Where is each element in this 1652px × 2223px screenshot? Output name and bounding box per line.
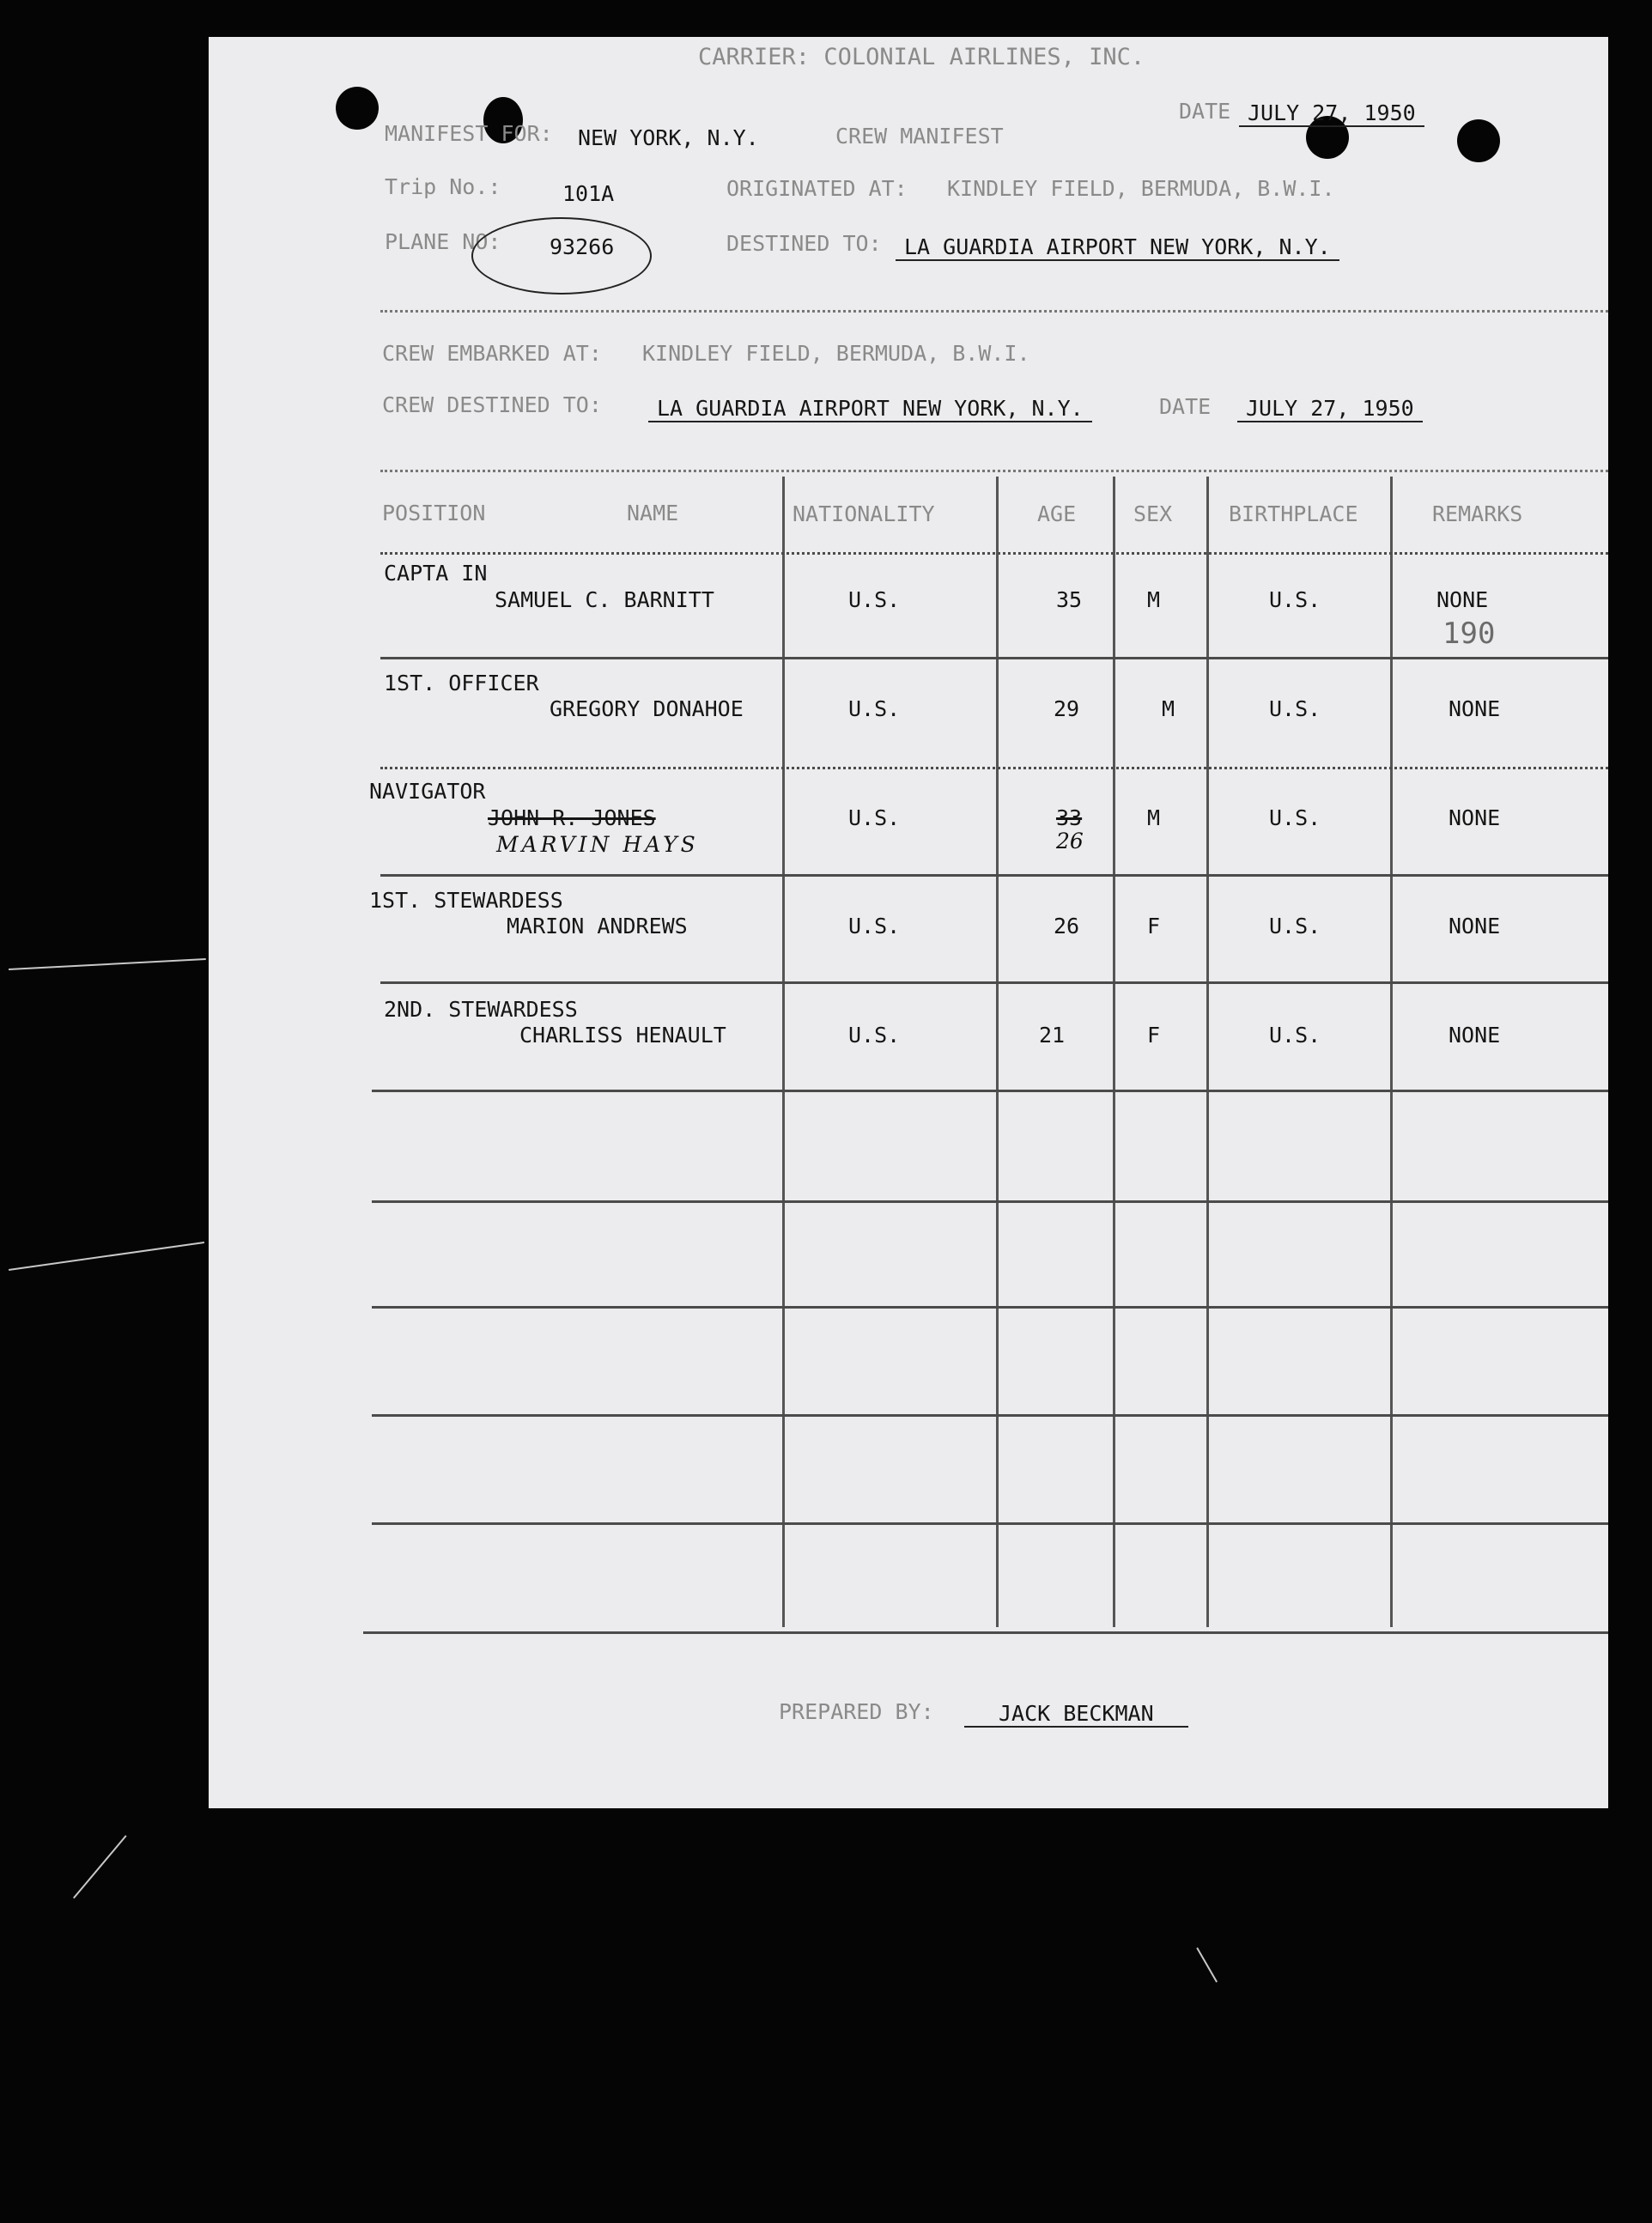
row-divider (363, 1631, 1608, 1634)
cell-age-struck: 33 (1056, 805, 1083, 830)
originated-value: KINDLEY FIELD, BERMUDA, B.W.I. (947, 176, 1335, 201)
cell-nationality: U.S. (848, 1023, 901, 1048)
date-label: DATE (1179, 99, 1231, 124)
originated-label: ORIGINATED AT: (726, 176, 908, 201)
cell-remarks: NONE (1449, 696, 1501, 721)
cell-name-handwritten: MARVIN HAYS (496, 832, 699, 857)
manifest-page (209, 37, 1608, 1808)
cell-sex: M (1162, 696, 1175, 721)
row-divider (372, 1090, 1608, 1092)
cell-birthplace: U.S. (1269, 587, 1321, 612)
cell-birthplace: U.S. (1269, 914, 1321, 938)
row-divider (372, 1414, 1608, 1417)
col-header-age: AGE (1037, 501, 1077, 526)
film-scratch (9, 958, 206, 970)
cell-name: MARION ANDREWS (507, 914, 688, 938)
crew-embarked-label: CREW EMBARKED AT: (382, 341, 602, 366)
row-divider (380, 981, 1608, 984)
row-divider (372, 1306, 1608, 1309)
column-divider (782, 477, 785, 1627)
column-divider (996, 477, 999, 1627)
crew-destined-value: LA GUARDIA AIRPORT NEW YORK, N.Y. (648, 398, 1092, 422)
column-divider (1390, 477, 1393, 1627)
cell-nationality: U.S. (848, 587, 901, 612)
cell-sex: F (1147, 914, 1161, 938)
manifest-value: NEW YORK, N.Y. (578, 125, 759, 150)
form-title: CREW MANIFEST (835, 124, 1004, 149)
row-divider (380, 552, 1608, 555)
separator-line (380, 470, 1608, 472)
cell-name-struck: JOHN R. JONES (488, 805, 656, 830)
cell-age: 21 (1039, 1023, 1066, 1048)
separator-line (380, 310, 1608, 313)
col-header-position: POSITION (382, 501, 486, 525)
row-divider (372, 1200, 1608, 1203)
row-divider (380, 767, 1608, 769)
trip-value: 101A (562, 181, 615, 206)
cell-name: GREGORY DONAHOE (550, 696, 744, 721)
destined-label: DESTINED TO: (726, 231, 882, 256)
col-header-name: NAME (627, 501, 679, 525)
column-divider (1113, 477, 1115, 1627)
film-scratch (73, 1835, 127, 1898)
cell-sex: M (1147, 805, 1161, 830)
cell-position: 1ST. STEWARDESS (369, 888, 563, 913)
cell-remarks: NONE (1449, 914, 1501, 938)
trip-label: Trip No.: (385, 174, 501, 199)
cell-nationality: U.S. (848, 696, 901, 721)
col-header-nationality: NATIONALITY (793, 501, 935, 526)
cell-sex: F (1147, 1023, 1161, 1048)
manifest-label: MANIFEST FOR: (385, 121, 553, 146)
cell-position: 2ND. STEWARDESS (384, 997, 578, 1022)
plane-label: PLANE NO: (385, 229, 501, 254)
carrier-label: CARRIER: (698, 44, 811, 70)
carrier-value: COLONIAL AIRLINES, INC. (823, 44, 1145, 70)
cell-remarks: NONE (1449, 1023, 1501, 1048)
plane-value: 93266 (550, 234, 615, 259)
stamp-number: 190 (1442, 616, 1496, 651)
cell-sex: M (1147, 587, 1161, 612)
row-divider (380, 874, 1608, 877)
cell-birthplace: U.S. (1269, 1023, 1321, 1048)
cell-remarks: NONE (1449, 805, 1501, 830)
destined-value: LA GUARDIA AIRPORT NEW YORK, N.Y. (896, 236, 1339, 261)
cell-nationality: U.S. (848, 914, 901, 938)
crew-embarked-value: KINDLEY FIELD, BERMUDA, B.W.I. (642, 341, 1030, 366)
cell-birthplace: U.S. (1269, 805, 1321, 830)
col-header-sex: SEX (1133, 501, 1173, 526)
col-header-remarks: REMARKS (1432, 501, 1523, 526)
cell-position: NAVIGATOR (369, 779, 486, 804)
cell-age-handwritten: 26 (1056, 829, 1084, 853)
cell-position: 1ST. OFFICER (384, 671, 539, 695)
film-scratch (1196, 1947, 1218, 1983)
date-value: JULY 27, 1950 (1239, 102, 1424, 127)
row-divider (380, 657, 1608, 659)
punch-hole (336, 87, 379, 130)
cell-position: CAPTA IN (384, 561, 488, 586)
row-divider (372, 1522, 1608, 1525)
cell-age: 26 (1054, 914, 1080, 938)
prepared-by-label: PREPARED BY: (779, 1699, 934, 1724)
film-scratch (9, 1242, 204, 1271)
punch-hole (1457, 119, 1500, 162)
cell-remarks: NONE (1436, 587, 1489, 612)
cell-nationality: U.S. (848, 805, 901, 830)
cell-age: 29 (1054, 696, 1080, 721)
crew-date-value: JULY 27, 1950 (1237, 398, 1423, 422)
cell-age: 35 (1056, 587, 1083, 612)
cell-name: CHARLISS HENAULT (519, 1023, 726, 1048)
column-divider (1206, 477, 1209, 1627)
cell-birthplace: U.S. (1269, 696, 1321, 721)
crew-destined-label: CREW DESTINED TO: (382, 392, 602, 417)
cell-name: SAMUEL C. BARNITT (495, 587, 714, 612)
carrier-line (698, 46, 1145, 69)
col-header-birthplace: BIRTHPLACE (1229, 501, 1358, 526)
prepared-by-value: JACK BECKMAN (964, 1703, 1188, 1728)
crew-date-label: DATE (1159, 394, 1212, 419)
